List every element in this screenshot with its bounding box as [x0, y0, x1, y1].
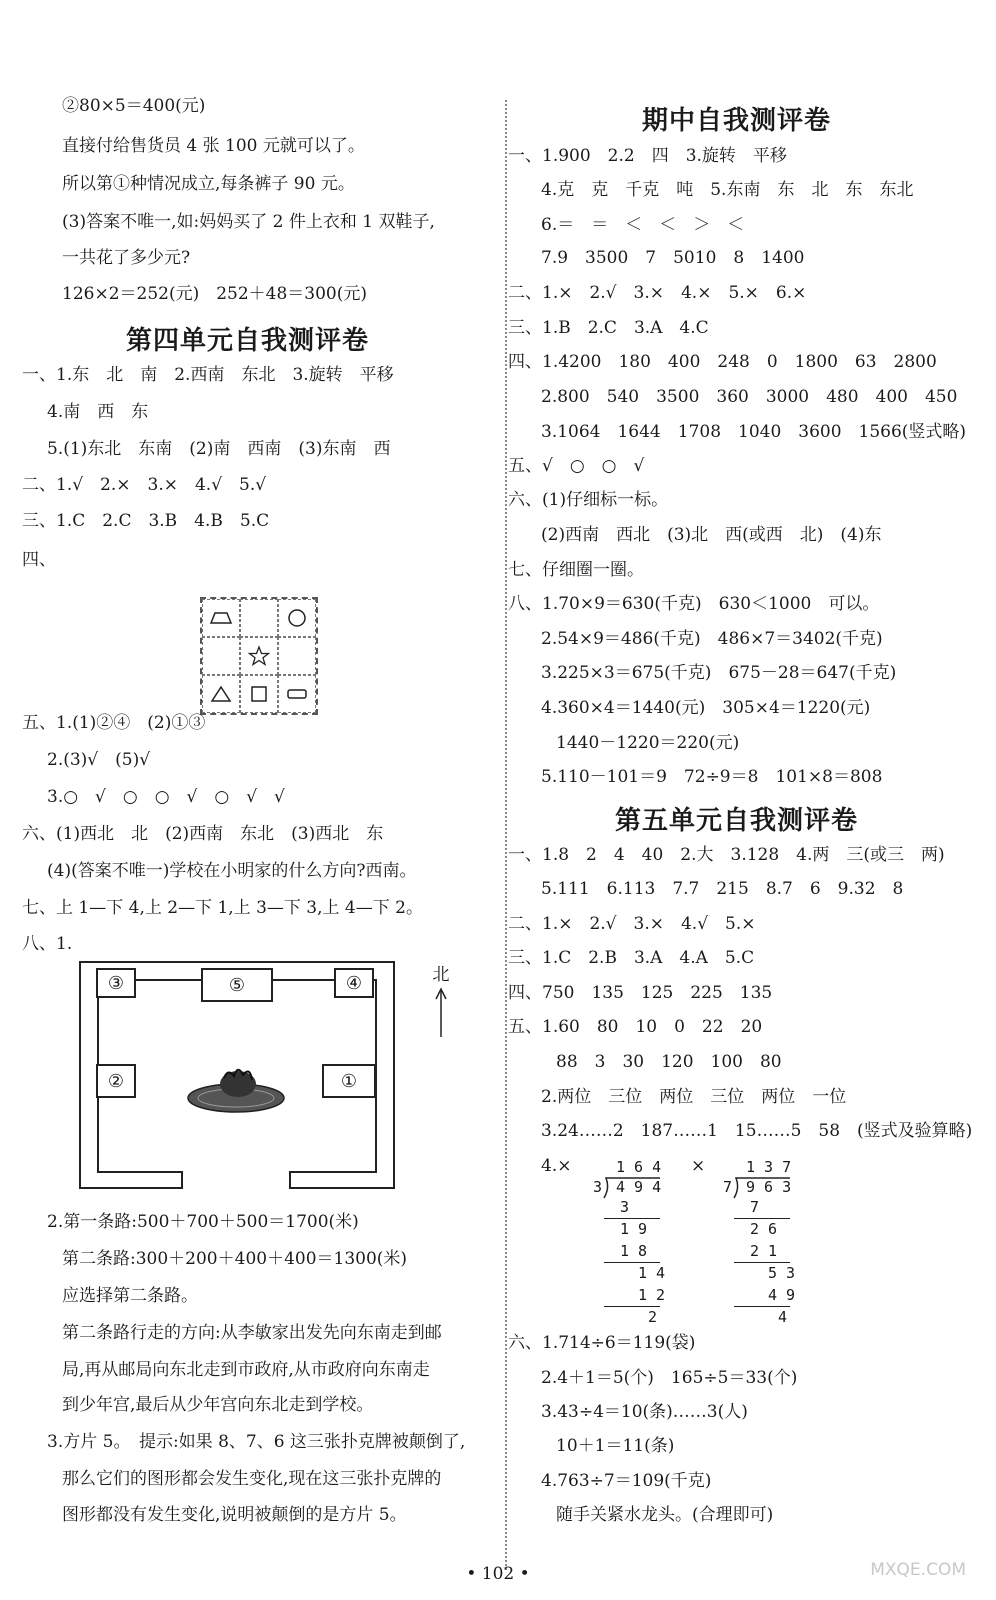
answer-line: 八、1. [22, 934, 73, 954]
answer-line: 七、上 1—下 4,上 2—下 1,上 3—下 3,上 4—下 2。 [22, 898, 423, 918]
step: 1 4 [638, 1264, 666, 1282]
answer-line: 到少年宫,最后从少年宫向东北走到学校。 [62, 1395, 374, 1415]
rectangle-icon [278, 675, 316, 713]
answer-line: 4.360×4＝1440(元) 305×4＝1220(元) [541, 698, 871, 718]
answer-line: 4.克 克 千克 吨 5.东南 东 北 东 东北 [541, 180, 914, 200]
answer-line: 二、1.× 2.√ 3.× 4.√ 5.× [508, 914, 756, 934]
empty-cell [202, 637, 240, 675]
answer-line: 2.800 540 3500 360 3000 480 400 450 [541, 387, 958, 407]
divisor: 3 [593, 1178, 603, 1196]
step: 1 9 [620, 1220, 648, 1238]
answer-line: (4)(答案不唯一)学校在小明家的什么方向?西南。 [47, 861, 417, 881]
answer-line: (2)西南 西北 (3)北 西(或西 北) (4)东 [541, 525, 882, 545]
answer-line: × [691, 1156, 706, 1176]
star-icon [240, 637, 278, 675]
divisor: 7 [723, 1178, 733, 1196]
answer-line: 126×2＝252(元) 252＋48＝300(元) [62, 284, 368, 304]
answer-line: 六、(1)西北 北 (2)西南 东北 (3)西北 东 [22, 824, 384, 844]
north-indicator [426, 960, 456, 1044]
answer-line: 图形都没有发生变化,说明被颠倒的是方片 5。 [62, 1505, 407, 1525]
step: 2 1 [750, 1242, 778, 1260]
answer-line: 5.111 6.113 7.7 215 8.7 6 9.32 8 [541, 879, 904, 899]
answer-line: 二、1.√ 2.× 3.× 4.√ 5.√ [22, 475, 267, 495]
answer-line: 一、1.东 北 南 2.西南 东北 3.旋转 平移 [22, 365, 394, 385]
answer-line: 4.763÷7＝109(千克) [541, 1471, 712, 1491]
room-diagram [78, 960, 396, 1208]
answer-line: 5.(1)东北 东南 (2)南 西南 (3)东南 西 [47, 439, 391, 459]
answer-line: 1440－1220＝220(元) [556, 733, 740, 753]
trapezoid-icon [202, 599, 240, 637]
answer-line: 六、(1)仔细标一标。 [508, 490, 669, 510]
answer-line: 所以第①种情况成立,每条裤子 90 元。 [62, 174, 355, 194]
position-grid [200, 597, 318, 715]
answer-line: 四、 [22, 550, 56, 570]
step: 1 8 [620, 1242, 648, 1260]
answer-line: 四、1.4200 180 400 248 0 1800 63 2800 [508, 352, 937, 372]
answer-line: 五、√ ○ ○ √ [508, 456, 645, 476]
answer-line: 3.1064 1644 1708 1040 3600 1566(竖式略) [541, 422, 967, 442]
answer-line: 10＋1＝11(条) [556, 1436, 675, 1456]
answer-line: 第二条路:300＋200＋400＋400＝1300(米) [62, 1249, 408, 1269]
answer-line: 3.○ √ ○ ○ √ ○ √ √ [47, 787, 285, 807]
answer-line: 四、750 135 125 225 135 [508, 983, 773, 1003]
room-label-1: ① [322, 1064, 376, 1098]
column-divider [505, 100, 507, 1570]
answer-line: 八、1.70×9＝630(千克) 630＜1000 可以。 [508, 594, 880, 614]
answer-line: 一、1.8 2 4 40 2.大 3.128 4.两 三(或三 两) [508, 845, 945, 865]
answer-line: 三、1.B 2.C 3.A 4.C [508, 318, 709, 338]
dividend: 9 6 3 [746, 1178, 792, 1196]
answer-line: 三、1.C 2.B 3.A 4.A 5.C [508, 948, 755, 968]
circle-icon [278, 599, 316, 637]
dividend: 4 9 4 [616, 1178, 662, 1196]
empty-cell [278, 637, 316, 675]
answer-line: 88 3 30 120 100 80 [556, 1052, 782, 1072]
step: 2 6 [750, 1220, 778, 1238]
answer-line: 第二条路行走的方向:从李敏家出发先向东南走到邮 [62, 1323, 442, 1343]
step: 5 3 [768, 1264, 796, 1282]
midterm-title: 期中自我测评卷 [642, 106, 832, 136]
answer-line: 二、1.× 2.√ 3.× 4.× 5.× 6.× [508, 283, 807, 303]
answer-line: ②80×5＝400(元) [62, 96, 206, 116]
answer-line: 五、1.60 80 10 0 22 20 [508, 1017, 763, 1037]
north-arrow-icon [426, 985, 456, 1039]
answer-line: 4.南 西 东 [47, 402, 149, 422]
watermark [870, 1560, 966, 1580]
square-icon [240, 675, 278, 713]
answer-line: 3.方片 5。 提示:如果 8、7、6 这三张扑克牌被颠倒了, [47, 1432, 466, 1452]
unit4-title: 第四单元自我测评卷 [126, 326, 370, 356]
room-label-4: ④ [334, 968, 374, 998]
answer-line: 直接付给售货员 4 张 100 元就可以了。 [62, 136, 365, 156]
answer-line: 随手关紧水龙头。(合理即可) [556, 1505, 774, 1525]
answer-line: 4.× [541, 1156, 572, 1176]
page-number: • 102 • [466, 1564, 530, 1584]
empty-cell [240, 599, 278, 637]
room-label-3: ③ [96, 968, 136, 998]
answer-line: (3)答案不唯一,如:妈妈买了 2 件上衣和 1 双鞋子, [62, 212, 435, 232]
quotient: 1 6 4 [616, 1158, 662, 1176]
answer-line: 3.43÷4＝10(条)……3(人) [541, 1402, 748, 1422]
room-label-5: ⑤ [201, 968, 273, 1002]
answer-line: 6.＝ ＝ ＜ ＜ ＞ ＜ [541, 215, 745, 235]
quotient: 1 3 7 [746, 1158, 792, 1176]
answer-line: 5.110－101＝9 72÷9＝8 101×8＝808 [541, 767, 883, 787]
answer-line: 那么它们的图形都会发生变化,现在这三张扑克牌的 [62, 1469, 442, 1489]
answer-line: 三、1.C 2.C 3.B 4.B 5.C [22, 511, 270, 531]
answer-line: 2.54×9＝486(千克) 486×7＝3402(千克) [541, 629, 883, 649]
answer-line: 一、1.900 2.2 四 3.旋转 平移 [508, 146, 787, 166]
answer-line: 2.4＋1＝5(个) 165÷5＝33(个) [541, 1368, 798, 1388]
step: 3 [620, 1198, 630, 1216]
answer-line: 3.225×3＝675(千克) 675－28＝647(千克) [541, 663, 897, 683]
answer-line: 2.第一条路:500＋700＋500＝1700(米) [47, 1212, 359, 1232]
step: 4 [778, 1308, 788, 1326]
answer-line: 局,再从邮局向东北走到市政府,从市政府向东南走 [62, 1360, 430, 1380]
step: 2 [648, 1308, 658, 1326]
answer-line: 应选择第二条路。 [62, 1286, 198, 1306]
step: 1 2 [638, 1286, 666, 1304]
north-label: 北 [432, 965, 450, 985]
answer-line: 七、仔细圈一圈。 [508, 560, 644, 580]
answer-line: 7.9 3500 7 5010 8 1400 [541, 248, 805, 268]
answer-line: 2.(3)√ (5)√ [47, 750, 151, 770]
answer-line: 2.两位 三位 两位 三位 两位 一位 [541, 1087, 847, 1107]
step: 4 9 [768, 1286, 796, 1304]
room-label-2: ② [96, 1064, 136, 1098]
answer-line: 一共花了多少元? [62, 248, 191, 268]
answer-line: 五、1.(1)②④ (2)①③ [22, 713, 206, 733]
unit5-title: 第五单元自我测评卷 [615, 806, 859, 836]
answer-line: 六、1.714÷6＝119(袋) [508, 1333, 696, 1353]
watermark-text: MXQE.COM [870, 1560, 966, 1580]
step: 7 [750, 1198, 760, 1216]
triangle-icon [202, 675, 240, 713]
answer-line: 3.24……2 187……1 15……5 58 (竖式及验算略) [541, 1121, 973, 1141]
